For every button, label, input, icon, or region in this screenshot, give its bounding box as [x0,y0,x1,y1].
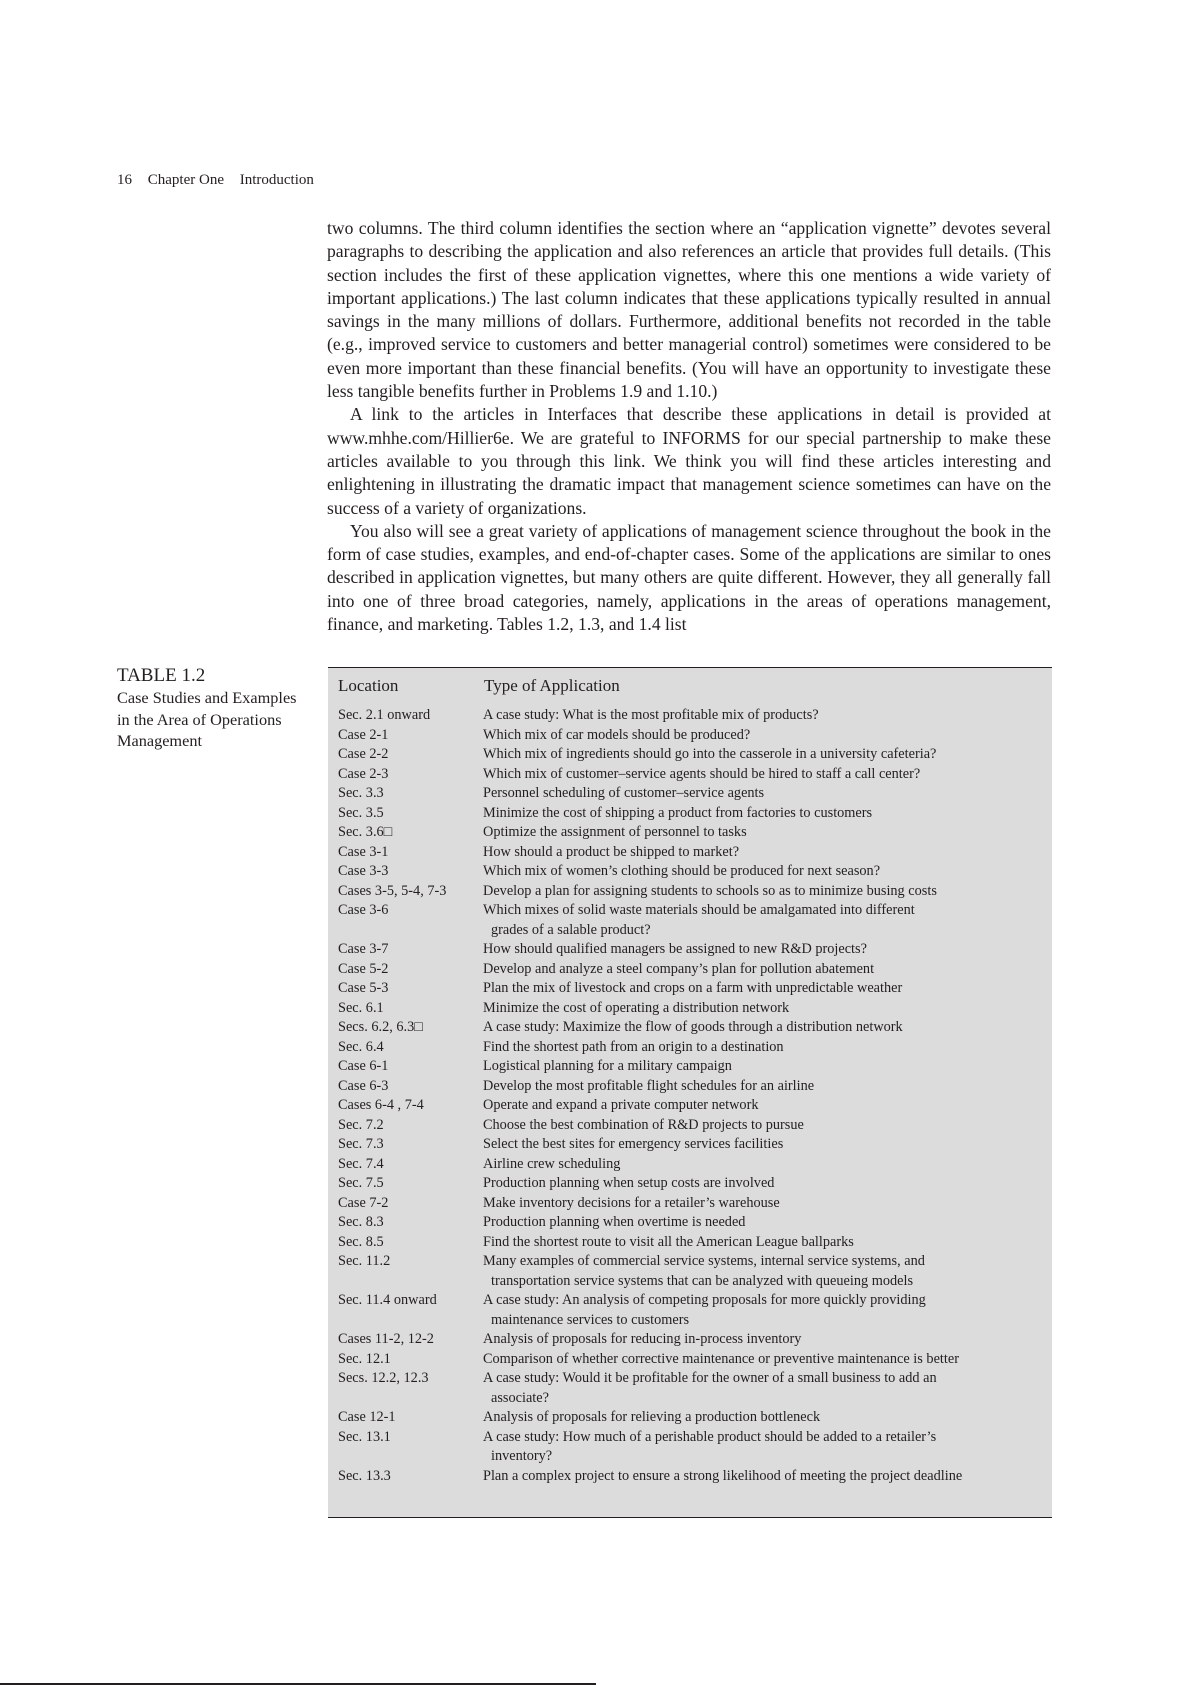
cell-application [483,804,1042,824]
cell-location: Sec. 7.4 [338,1155,384,1172]
application-text: Find the shortest path from an origin to a destination [483,1038,784,1055]
cell-location: Case 2-3 [338,765,389,782]
header-location: Location [338,676,399,695]
application-text: How should a product be shipped to market? [483,843,740,860]
cell-application [483,1350,1042,1370]
cell-application [483,823,1042,843]
table-row [338,1467,1042,1487]
table-row [338,1018,1042,1038]
cell-location: Case 3-7 [338,941,389,957]
application-text: Develop a plan for assigning students to schools so as to minimize busing costs [483,882,937,899]
table-label: TABLE 1.2 [117,665,206,686]
table-row [338,1038,1042,1058]
body-text [327,217,1051,636]
table-caption [117,665,297,752]
cell-application [483,999,1042,1019]
application-text: A case study: Would it be profitable for the owner of a small business to add an [483,1370,937,1386]
table-row [338,726,1042,746]
cell-location: Sec. 12.1 [338,1350,391,1367]
cell-location: Sec. 2.1 onward [338,707,431,723]
application-text: Production planning when overtime is needed [483,1214,746,1230]
application-continuation: associate? [491,1389,549,1406]
cell-location: Sec. 8.5 [338,1233,384,1250]
cell-application [483,1135,1042,1155]
application-text: Airline crew scheduling [483,1155,621,1172]
cell-application [483,1018,1042,1038]
cell-location: Sec. 7.2 [338,1116,384,1133]
cell-application [483,1096,1042,1116]
table-row [338,765,1042,785]
table-row [338,1135,1042,1155]
cell-location: Sec. 13.1 [338,1428,391,1445]
application-text: Which mix of customer–service agents should be hired to staff a call center? [483,765,921,782]
table-row [338,745,1042,765]
cell-application [483,1213,1042,1233]
cell-application [483,1330,1042,1350]
cell-application [483,843,1042,863]
table-row [338,999,1042,1019]
section-label: Introduction [239,172,314,188]
table-row [338,1174,1042,1194]
cell-application [483,1428,1042,1467]
cell-application [483,901,1042,940]
application-text: Optimize the assignment of personnel to tasks [483,824,747,840]
application-continuation: grades of a salable product? [491,921,651,938]
cell-application [483,1174,1042,1194]
cell-application [483,784,1042,804]
paragraph: two columns. The third column identifies the section where an “application vignette” devotes several paragraphs to describing the application and also references an article that provides full details. (This section includes the first of these application vignettes, where this one mentions a wide variety of important applications.) The last column indicates that these applications typically resulted in annual savings in the many millions of dollars. Furthermore, additional benefits not recorded in the table (e.g., improved service to customers and better managerial control) sometimes were considered to be even more important than these financial benefits. (You will have an opportunity to investigate these less tangible benefits further in Problems 1.9 and 1.10.) [327,218,1051,402]
application-text: How should qualified managers be assigned to new R&D projects? [483,941,867,957]
application-text: Select the best sites for emergency services facilities [483,1136,784,1152]
table-row [338,862,1042,882]
table-row [338,784,1042,804]
applications-table [328,667,1052,1518]
table-row [338,940,1042,960]
table-row [338,882,1042,902]
cell-location: Sec. 8.3 [338,1214,384,1230]
cell-application [483,1155,1042,1175]
application-continuation: transportation service systems that can be analyzed with queueing models [491,1272,914,1289]
application-text: Minimize the cost of shipping a product from factories to customers [483,804,873,821]
cell-location: Sec. 3.3 [338,785,384,801]
cell-application [483,1116,1042,1136]
cell-application [483,979,1042,999]
application-text: Personnel scheduling of customer–service agents [483,785,765,801]
table-row [338,1252,1042,1291]
table-row [338,1291,1042,1330]
application-text: A case study: An analysis of competing proposals for more quickly providing [483,1292,926,1308]
cell-location: Case 3-1 [338,843,389,860]
application-text: Operate and expand a private computer network [483,1097,759,1113]
cell-location: Case 2-1 [338,726,389,743]
cell-application [483,726,1042,746]
cell-location: Sec. 7.5 [338,1175,384,1191]
cell-location: Case 5-3 [338,980,389,996]
application-text: A case study: Maximize the flow of goods through a distribution network [483,1019,903,1035]
cell-application [483,1291,1042,1330]
application-text: Analysis of proposals for relieving a production bottleneck [483,1409,821,1425]
cell-application [483,862,1042,882]
cell-application [483,1194,1042,1214]
running-head [117,172,326,189]
application-text: Make inventory decisions for a retailer’s warehouse [483,1194,780,1211]
table-row [338,1213,1042,1233]
cell-location: Case 2-2 [338,746,389,762]
cell-application [483,706,1042,726]
cell-location: Sec. 6.1 [338,999,384,1016]
cell-location: Case 5-2 [338,960,389,977]
cell-location: Sec. 6.4 [338,1038,384,1055]
cell-location: Sec. 7.3 [338,1136,384,1152]
application-text: Many examples of commercial service systems, internal service systems, and [483,1253,925,1269]
table-row [338,960,1042,980]
cell-location: Cases 11-2, 12-2 [338,1331,434,1347]
application-text: A case study: What is the most profitable mix of products? [483,707,819,723]
cell-application [483,765,1042,785]
cell-application [483,1077,1042,1097]
table-row [338,823,1042,843]
cell-application [483,1369,1042,1408]
application-text: Plan a complex project to ensure a strong likelihood of meeting the project deadline [483,1467,963,1484]
table-row [338,1096,1042,1116]
table-row [338,1116,1042,1136]
table-row [338,1350,1042,1370]
cell-application [483,1057,1042,1077]
application-text: Which mixes of solid waste materials should be amalgamated into different [483,902,915,918]
table-body [338,706,1042,1486]
application-text: Develop and analyze a steel company’s plan for pollution abatement [483,960,875,977]
application-text: A case study: How much of a perishable product should be added to a retailer’s [483,1428,937,1445]
cell-location: Secs. 12.2, 12.3 [338,1370,429,1386]
application-text: Find the shortest route to visit all the American League ballparks [483,1233,854,1250]
cell-location: Sec. 13.3 [338,1467,391,1484]
table-row [338,1428,1042,1467]
cell-application [483,1038,1042,1058]
application-text: Develop the most profitable flight schedules for an airline [483,1077,815,1094]
application-text: Logistical planning for a military campaign [483,1058,732,1074]
cell-location: Sec. 11.2 [338,1253,391,1269]
cell-location: Sec. 3.5 [338,804,384,821]
cell-location: Sec. 11.4 onward [338,1292,437,1308]
cell-location: Case 6-1 [338,1058,389,1074]
cell-location: Case 3-3 [338,863,389,879]
table-row [338,1330,1042,1350]
table-row [338,979,1042,999]
chapter-label: Chapter One [147,172,224,188]
cell-location: Case 12-1 [338,1409,396,1425]
cell-application [483,1467,1042,1487]
application-text: Choose the best combination of R&D projects to pursue [483,1116,804,1133]
table-row [338,706,1042,726]
application-continuation: inventory? [491,1448,553,1464]
table-row [338,804,1042,824]
table-row [338,1077,1042,1097]
cell-application [483,882,1042,902]
cell-location: Case 3-6 [338,902,389,918]
cell-application [483,1252,1042,1291]
cell-location: Case 7-2 [338,1194,389,1211]
cell-application [483,1233,1042,1253]
cell-location: Secs. 6.2, 6.3□ [338,1019,423,1035]
cell-location: Cases 6-4 , 7-4 [338,1097,424,1113]
table-row [338,1233,1042,1253]
table-row [338,901,1042,940]
cell-application [483,940,1042,960]
cell-location: Sec. 3.6□ [338,824,393,840]
page-number: 16 [117,172,132,188]
table-row [338,1155,1042,1175]
table-row [338,1369,1042,1408]
paragraph: You also will see a great variety of applications of management science throughout the book in the form of case studies, examples, and end-of-chapter cases. Some of the applications are similar to ones described in application vignettes, but many others are quite different. However, they all generally fall into one of three broad categories, namely, applications in the areas of operations management, finance, and marketing. Tables 1.2, 1.3, and 1.4 list [327,520,1051,635]
cell-application [483,1408,1042,1428]
table-title: Case Studies and Examples in the Area of Operations Management [117,688,297,750]
table-row [338,843,1042,863]
application-text: Which mix of car models should be produced? [483,726,751,743]
application-text: Which mix of women’s clothing should be produced for next season? [483,863,881,879]
table-row [338,1057,1042,1077]
header-application: Type of Application [484,676,620,695]
cell-location: Cases 3-5, 5-4, 7-3 [338,882,447,899]
application-text: Analysis of proposals for reducing in-process inventory [483,1331,802,1347]
cell-application [483,745,1042,765]
table-row [338,1408,1042,1428]
paragraph: A link to the articles in Interfaces that describe these applications in detail is provided at www.mhhe.com/Hillier6e. We are grateful to INFORMS for our special partnership to make these articles available to you through this link. We think you will find these articles interesting and enlightening in illustrating the dramatic impact that management science sometimes can have on the success of a variety of organizations. [327,404,1051,518]
application-text: Comparison of whether corrective maintenance or preventive maintenance is better [483,1350,959,1367]
table-row [338,1194,1042,1214]
cell-application [483,960,1042,980]
application-text: Production planning when setup costs are involved [483,1175,775,1191]
cell-location: Case 6-3 [338,1077,389,1094]
application-text: Plan the mix of livestock and crops on a farm with unpredictable weather [483,980,903,996]
application-text: Which mix of ingredients should go into the casserole in a university cafeteria? [483,746,937,762]
application-continuation: maintenance services to customers [491,1311,690,1328]
application-text: Minimize the cost of operating a distribution network [483,999,790,1016]
